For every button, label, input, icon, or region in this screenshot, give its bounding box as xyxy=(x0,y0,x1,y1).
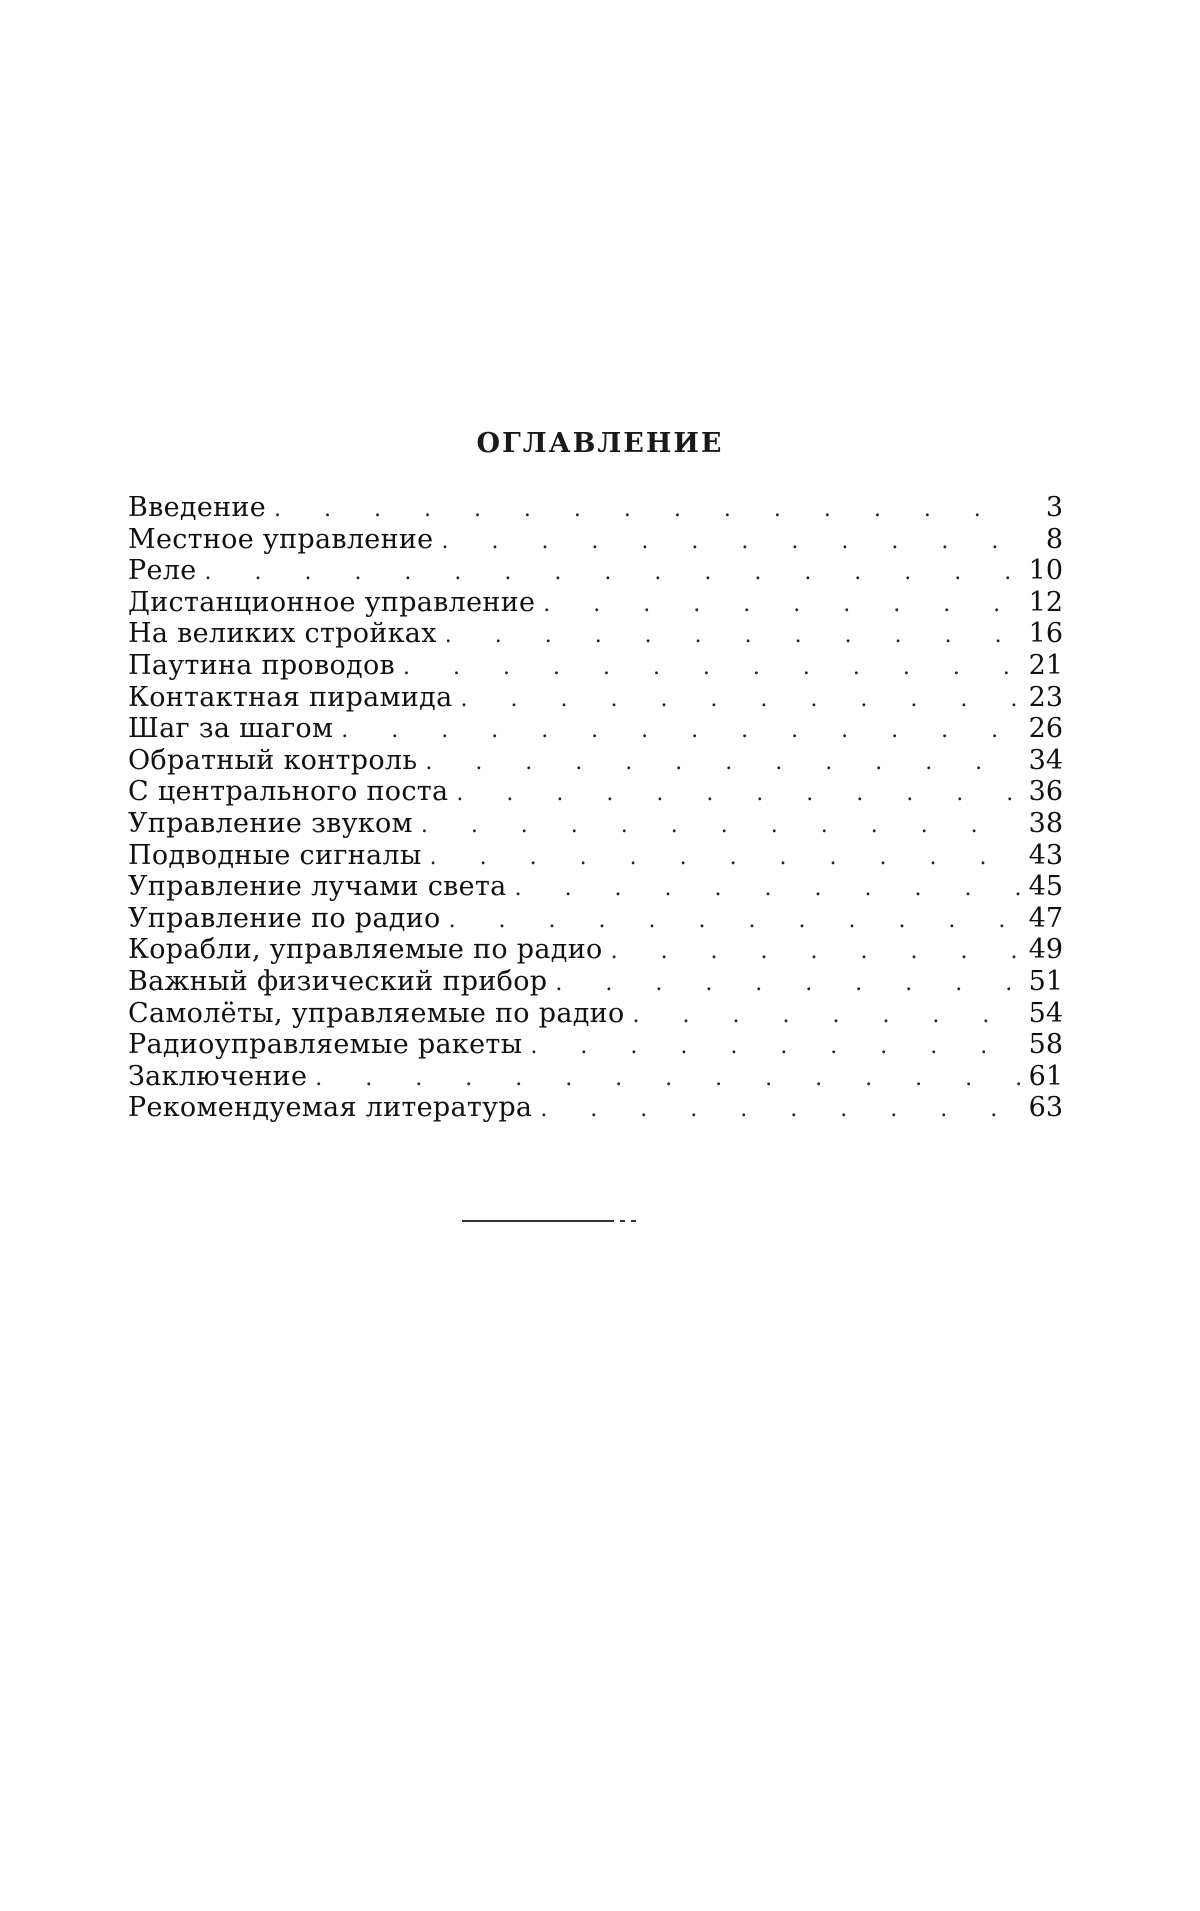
toc-dot-leader xyxy=(204,557,1020,589)
toc-dot-leader xyxy=(430,842,1021,874)
toc-entry-label: Корабли, управляемые по радио xyxy=(128,934,603,966)
toc-entry-page-number: 36 xyxy=(1028,776,1063,808)
toc-dot-leader xyxy=(540,1094,1020,1126)
toc-entry xyxy=(128,934,1063,966)
toc-entry-page-number: 26 xyxy=(1028,713,1063,745)
toc-dot-leader xyxy=(449,905,1021,937)
toc-entry-label: Шаг за шагом xyxy=(128,713,334,745)
toc-entry-label: Рекомендуемая литература xyxy=(128,1092,533,1124)
toc-dot-leader xyxy=(555,968,1020,1000)
toc-dot-leader xyxy=(633,1000,1021,1032)
toc-entry-label: Важный физический прибор xyxy=(128,965,548,997)
toc-entry-page-number: 43 xyxy=(1028,839,1063,871)
toc-dot-leader xyxy=(611,936,1021,968)
toc-dot-leader xyxy=(274,494,1021,526)
toc-entry xyxy=(128,618,1063,650)
toc-entry-label: Самолёты, управляемые по радио xyxy=(128,997,625,1029)
toc-dot-leader xyxy=(461,684,1021,716)
toc-entry-page-number: 49 xyxy=(1028,934,1063,966)
toc-entry-label: Реле xyxy=(128,555,197,587)
toc-entry xyxy=(128,840,1063,872)
toc-entry-label: Управление лучами света xyxy=(128,871,507,903)
toc-dot-leader xyxy=(441,526,1021,558)
toc-dot-leader xyxy=(425,747,1020,779)
toc-entry-label: Паутина проводов xyxy=(128,649,396,681)
toc-dot-leader xyxy=(315,1063,1020,1095)
toc-dot-leader xyxy=(530,1031,1020,1063)
toc-entry-page-number: 12 xyxy=(1028,586,1063,618)
toc-entry-page-number: 47 xyxy=(1028,902,1063,934)
toc-entry-label: Управление звуком xyxy=(128,807,413,839)
toc-entry xyxy=(128,808,1063,840)
toc-entry-label: Обратный контроль xyxy=(128,744,418,776)
toc-entry xyxy=(128,682,1063,714)
toc-entry-page-number: 63 xyxy=(1028,1092,1063,1124)
toc-entry xyxy=(128,1029,1063,1061)
toc-entry-label: На великих стройках xyxy=(128,618,437,650)
table-of-contents xyxy=(128,492,1063,1124)
toc-entry-page-number: 58 xyxy=(1028,1029,1063,1061)
toc-entry-label: Подводные сигналы xyxy=(128,839,422,871)
toc-entry xyxy=(128,713,1063,745)
toc-dot-leader xyxy=(515,873,1021,905)
page-title: ОГЛАВЛЕНИЕ xyxy=(476,428,724,459)
toc-entry-label: Заключение xyxy=(128,1060,308,1092)
toc-entry xyxy=(128,1092,1063,1124)
toc-entry xyxy=(128,524,1063,556)
toc-entry-label: Радиоуправляемые ракеты xyxy=(128,1029,523,1061)
toc-entry-page-number: 16 xyxy=(1028,618,1063,650)
toc-dot-leader xyxy=(445,620,1021,652)
toc-entry-label: Управление по радио xyxy=(128,902,441,934)
closing-rule xyxy=(462,1220,642,1222)
toc-entry-label: Введение xyxy=(128,492,266,523)
toc-entry xyxy=(128,776,1063,808)
toc-entry xyxy=(128,555,1063,587)
toc-entry xyxy=(128,966,1063,998)
toc-entry-label: Контактная пирамида xyxy=(128,681,453,713)
toc-entry-page-number: 3 xyxy=(1045,492,1063,523)
toc-entry-label: С центрального поста xyxy=(128,776,449,808)
toc-entry-page-number: 51 xyxy=(1028,965,1063,997)
toc-entry xyxy=(128,998,1063,1030)
toc-dot-leader xyxy=(456,778,1020,810)
toc-entry-page-number: 23 xyxy=(1028,681,1063,713)
toc-entry xyxy=(128,587,1063,619)
toc-entry-page-number: 8 xyxy=(1045,523,1063,555)
toc-entry-label: Дистанционное управление xyxy=(128,586,536,618)
toc-entry-page-number: 45 xyxy=(1028,871,1063,903)
toc-entry-page-number: 54 xyxy=(1028,997,1063,1029)
toc-dot-leader xyxy=(543,589,1020,621)
toc-dot-leader xyxy=(421,810,1021,842)
toc-entry-page-number: 34 xyxy=(1028,744,1063,776)
toc-entry xyxy=(128,871,1063,903)
toc-entry-page-number: 10 xyxy=(1028,555,1063,587)
toc-dot-leader xyxy=(403,652,1021,684)
toc-entry-page-number: 61 xyxy=(1028,1060,1063,1092)
toc-dot-leader xyxy=(341,715,1020,747)
toc-entry-page-number: 21 xyxy=(1028,649,1063,681)
toc-entry-page-number: 38 xyxy=(1028,807,1063,839)
toc-entry xyxy=(128,492,1063,524)
toc-entry xyxy=(128,1061,1063,1093)
toc-entry xyxy=(128,903,1063,935)
toc-entry-label: Местное управление xyxy=(128,523,434,555)
toc-entry xyxy=(128,650,1063,682)
toc-entry xyxy=(128,745,1063,777)
